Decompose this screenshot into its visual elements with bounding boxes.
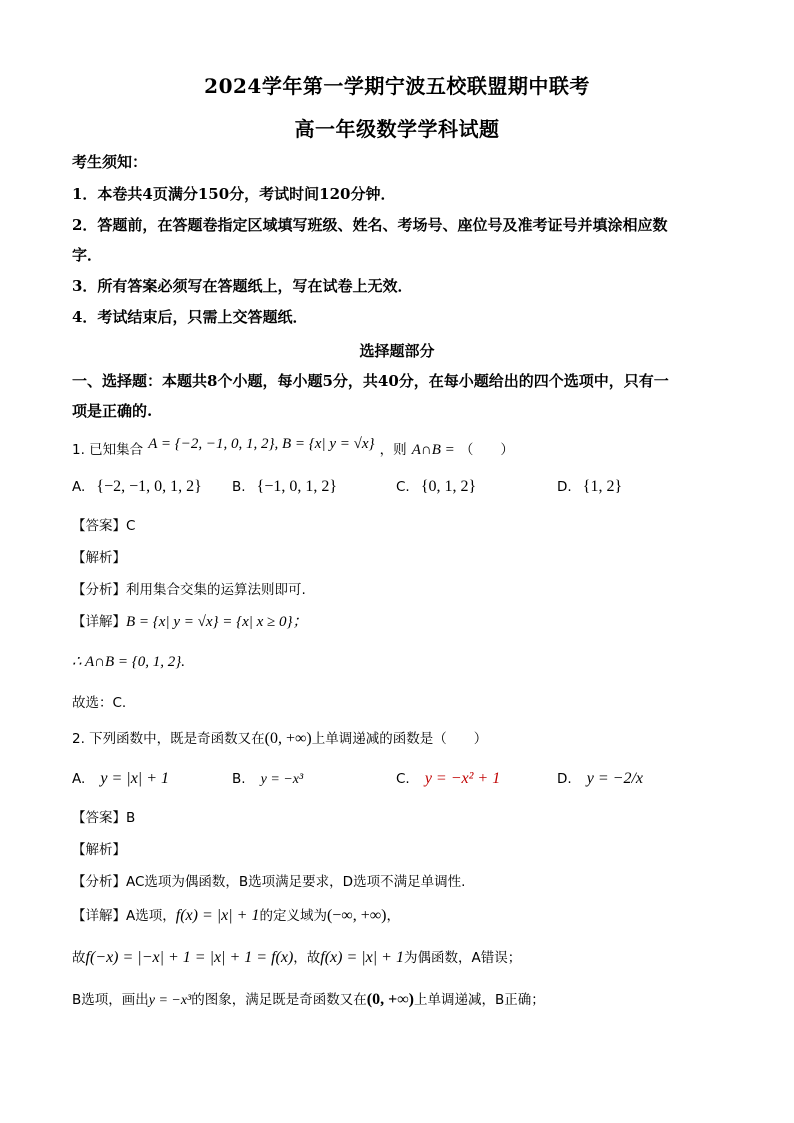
notice-item-1: 1．本卷共4页满分150分，考试时间120分钟． xyxy=(72,185,396,203)
q2-option-a xyxy=(72,768,169,788)
q1-prefix: 1. 已知集合 xyxy=(72,442,144,458)
option-label: C. xyxy=(396,771,410,787)
detail-expr: f(−x) = |−x| + 1 = |x| + 1 = f(x) xyxy=(85,949,294,966)
detail-text: 上单调递减，B正确； xyxy=(413,992,545,1008)
page-title: 2024学年第一学期宁波五校联盟期中联考 xyxy=(204,74,590,98)
notice-item-2-cont: 字． xyxy=(72,246,103,264)
option-value: {0, 1, 2} xyxy=(420,478,477,495)
detail-text: B选项，画出 xyxy=(72,992,149,1008)
q1-conclusion: 故选：C. xyxy=(72,695,127,711)
q1-sets: A = {−2, −1, 0, 1, 2}, B = {x| y = √x} xyxy=(148,436,375,452)
detail-text: 的定义域为 xyxy=(259,908,327,924)
section-title: 选择题部分 xyxy=(359,342,435,360)
q2-analysis-tag: 【解析】 xyxy=(72,842,126,858)
q1-option-c xyxy=(396,476,476,496)
fenxi-text: AC选项为偶函数，B选项满足要求，D选项不满足单调性. xyxy=(126,874,466,890)
q2-answer xyxy=(72,806,135,826)
detail-text: ， xyxy=(386,908,400,924)
q1-analysis-tag: 【解析】 xyxy=(72,550,126,566)
detail-tag: 【详解】 xyxy=(72,614,126,630)
detail-text: 为偶函数，A错误； xyxy=(403,950,522,966)
q2-detail-2 xyxy=(72,946,521,967)
q2-stem-post: 上单调递减的函数是（ ） xyxy=(311,731,488,747)
q2-option-c xyxy=(396,768,500,788)
option-value: y = −2/x xyxy=(586,770,644,787)
q2-interval: (0, +∞) xyxy=(264,730,312,747)
q1-detail-2: ∴ A∩B = {0, 1, 2}. xyxy=(72,654,186,670)
detail-text: 的图象，满足既是奇函数又在 xyxy=(191,992,367,1008)
option-value: {−2, −1, 0, 1, 2} xyxy=(96,478,202,495)
fenxi-text: 利用集合交集的运算法则即可. xyxy=(126,582,306,598)
option-value: y = −x³ xyxy=(260,772,304,787)
q1-answer xyxy=(72,514,135,534)
detail-tag: 【详解】 xyxy=(72,908,126,924)
option-label: B. xyxy=(232,771,246,787)
answer-value: B xyxy=(126,810,136,826)
fenxi-tag: 【分析】 xyxy=(72,874,126,890)
detail-expr: f(x) = |x| + 1 xyxy=(175,907,260,924)
detail-expr: y = −x³ xyxy=(148,993,192,1008)
option-label: D. xyxy=(557,479,572,495)
q2-detail-1 xyxy=(72,904,400,925)
q1-suffix: ，则 xyxy=(379,442,407,458)
option-value: {−1, 0, 1, 2} xyxy=(256,478,338,495)
notice-item-3: 3．所有答案必须写在答题纸上，写在试卷上无效． xyxy=(72,277,413,295)
option-label: A. xyxy=(72,479,86,495)
q1-option-d xyxy=(557,476,622,496)
notice-heading: 考生须知： xyxy=(72,153,148,171)
detail-line-1: B = {x| y = √x} = {x| x ≥ 0}； xyxy=(126,614,308,630)
page-subtitle: 高一年级数学学科试题 xyxy=(294,117,500,141)
answer-value: C xyxy=(126,518,136,534)
detail-expr: f(x) = |x| + 1 xyxy=(320,949,404,966)
q2-option-d xyxy=(557,768,643,788)
q2-option-b xyxy=(232,768,303,788)
q1-expr: A∩B = xyxy=(411,442,455,458)
detail-text: A选项， xyxy=(126,908,176,924)
q2-fenxi xyxy=(72,870,465,890)
detail-text: 故 xyxy=(72,950,86,966)
section-instruction-2: 项是正确的. xyxy=(72,402,153,420)
q1-fenxi xyxy=(72,578,306,598)
detail-domain: (0, +∞) xyxy=(366,991,414,1008)
option-label: A. xyxy=(72,771,86,787)
q1-detail xyxy=(72,610,308,631)
notice-item-4: 4．考试结束后，只需上交答题纸． xyxy=(72,308,308,326)
section-instruction-1: 一、选择题：本题共8个小题，每小题5分，共40分，在每小题给出的四个选项中，只有一 xyxy=(72,372,669,390)
option-value: {1, 2} xyxy=(582,478,623,495)
q2-detail-3 xyxy=(72,988,545,1009)
detail-domain: (−∞, +∞) xyxy=(326,907,387,924)
q1-blank: （ ） xyxy=(459,442,514,458)
fenxi-tag: 【分析】 xyxy=(72,582,126,598)
q1-option-a xyxy=(72,476,202,496)
notice-item-2: 2．答题前，在答题卷指定区域填写班级、姓名、考场号、座位号及准考证号并填涂相应数 xyxy=(72,216,668,234)
option-label: C. xyxy=(396,479,410,495)
q2-stem-pre: 2. 下列函数中，既是奇函数又在 xyxy=(72,731,265,747)
question-2-stem xyxy=(72,727,487,748)
answer-tag: 【答案】 xyxy=(72,810,126,826)
detail-text: ，故 xyxy=(293,950,321,966)
option-label: D. xyxy=(557,771,572,787)
option-label: B. xyxy=(232,479,246,495)
question-1-stem xyxy=(72,438,514,459)
option-value: y = |x| + 1 xyxy=(100,770,169,787)
answer-tag: 【答案】 xyxy=(72,518,126,534)
q1-option-b xyxy=(232,476,337,496)
option-value: y = −x² + 1 xyxy=(424,770,501,787)
